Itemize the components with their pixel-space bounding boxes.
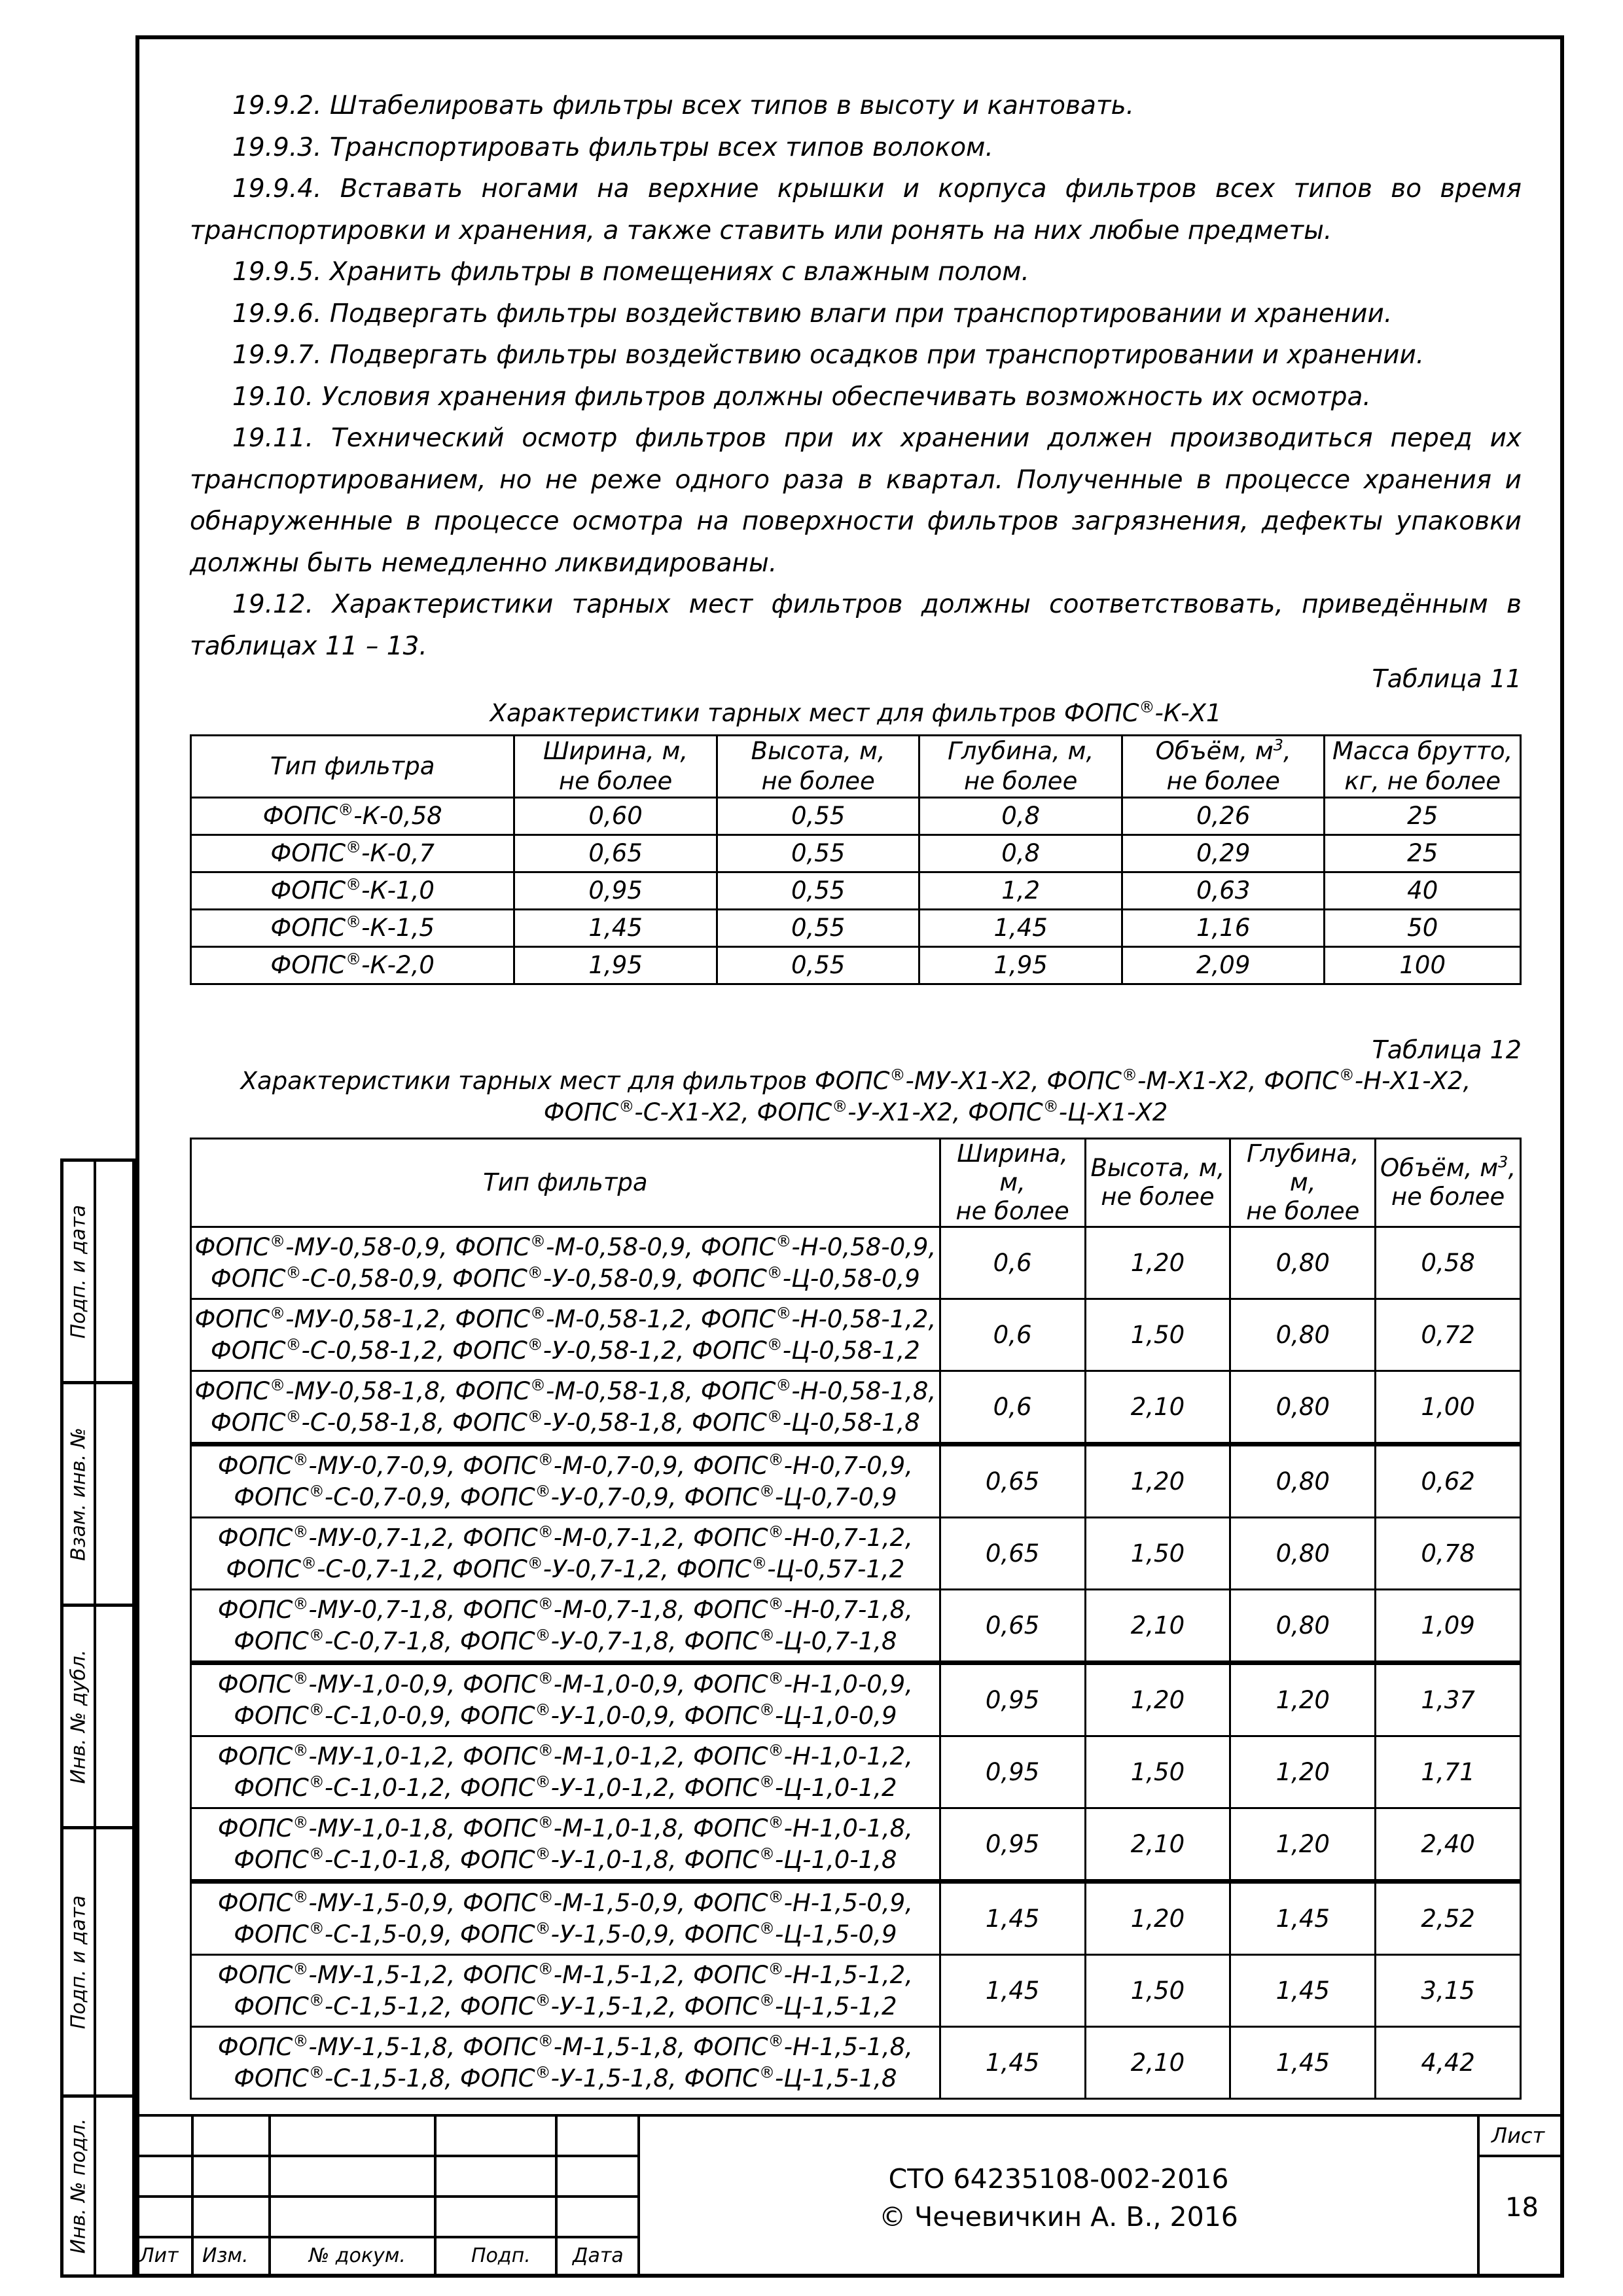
value-cell: 1,45 [1230, 2027, 1376, 2099]
value-cell: 0,55 [717, 872, 919, 910]
filter-type-cell: ФОПС®-МУ-1,0-1,8, ФОПС®-М-1,0-1,8, ФОПС®-Н-1,0-1,8, ФОПС®-С-1,0-1,8, ФОПС®-У-1,0-1,8, ФОПС®-Ц-1,0-1,8 [191, 1808, 940, 1882]
value-cell: 0,80 [1230, 1444, 1376, 1518]
table11-caption: Таблица 11 [1372, 664, 1522, 693]
table-row [191, 872, 1521, 910]
body-text [190, 85, 1522, 667]
value-cell: 1,45 [1230, 1882, 1376, 1955]
value-cell: 25 [1325, 798, 1521, 835]
value-cell: 0,95 [940, 1808, 1085, 1882]
title-block [135, 2114, 1564, 2278]
table11-header-cell: Объём, $м^3$, не более [1122, 736, 1324, 798]
value-cell: 1,20 [1085, 1227, 1230, 1299]
table12-caption: Таблица 12 [1372, 1035, 1522, 1064]
value-cell: 0,6 [940, 1299, 1085, 1371]
value-cell: 0,95 [940, 1663, 1085, 1736]
filter-type-cell: ФОПС®-К-0,7 [191, 835, 514, 872]
value-cell: 1,45 [919, 910, 1122, 947]
value-cell: 1,45 [940, 2027, 1085, 2099]
value-cell: 2,40 [1376, 1808, 1521, 1882]
value-cell: 1,50 [1085, 1955, 1230, 2027]
paragraph: 19.11. Технический осмотр фильтров при их хранении должен производиться перед их транспортированием, но не реже одного раза в квартал. Полученные в процессе хранения и обнаруженные в процессе осмотра на поверхности фильтров загрязнения, дефекты упаковки должны быть немедленно ликвидированы. [190, 423, 1522, 578]
value-cell: 4,42 [1376, 2027, 1521, 2099]
table-row [191, 1590, 1521, 1663]
side-cell-orig-inv [63, 2098, 132, 2274]
value-cell: 1,45 [940, 1955, 1085, 2027]
value-cell: 2,09 [1122, 947, 1324, 984]
filter-type-cell: ФОПС®-МУ-0,7-0,9, ФОПС®-М-0,7-0,9, ФОПС®-Н-0,7-0,9, ФОПС®-С-0,7-0,9, ФОПС®-У-0,7-0,9, ФОПС®-Ц-0,7-0,9 [191, 1444, 940, 1518]
value-cell: 0,80 [1230, 1590, 1376, 1663]
table11-header-cell: Высота, м, не более [717, 736, 919, 798]
value-cell: 2,10 [1085, 1371, 1230, 1444]
value-cell: 3,15 [1376, 1955, 1521, 2027]
table-row [191, 1371, 1521, 1444]
table-row [191, 1518, 1521, 1590]
filter-type-cell: ФОПС®-К-0,58 [191, 798, 514, 835]
filter-type-cell: ФОПС®-МУ-0,7-1,8, ФОПС®-М-0,7-1,8, ФОПС®-Н-0,7-1,8, ФОПС®-С-0,7-1,8, ФОПС®-У-0,7-1,8, ФОПС®-Ц-0,7-1,8 [191, 1590, 940, 1663]
value-cell: 0,63 [1122, 872, 1324, 910]
value-cell: 0,62 [1376, 1444, 1521, 1518]
value-cell: 0,80 [1230, 1299, 1376, 1371]
value-cell: 1,50 [1085, 1736, 1230, 1808]
value-cell: 1,20 [1085, 1882, 1230, 1955]
filter-type-cell: ФОПС®-К-2,0 [191, 947, 514, 984]
paragraph: 19.9.5. Хранить фильтры в помещениях с влажным полом. [232, 257, 1029, 287]
paragraph: 19.9.4. Вставать ногами на верхние крышки и корпуса фильтров всех типов во время транспортировки и хранения, а также ставить или ронять на них любые предметы. [190, 174, 1522, 245]
value-cell: 1,20 [1085, 1663, 1230, 1736]
value-cell: 25 [1325, 835, 1521, 872]
value-cell: 1,50 [1085, 1518, 1230, 1590]
table11-header-cell: Глубина, м, не более [919, 736, 1122, 798]
value-cell: 1,20 [1085, 1444, 1230, 1518]
value-cell: 0,80 [1230, 1371, 1376, 1444]
table11-header-cell: Ширина, м, не более [514, 736, 717, 798]
paragraph: 19.10. Условия хранения фильтров должны обеспечивать возможность их осмотра. [232, 382, 1371, 412]
table-row [191, 1882, 1521, 1955]
value-cell: 0,65 [940, 1444, 1085, 1518]
side-cell-dup-inv [63, 1607, 132, 1829]
table-row [191, 1663, 1521, 1736]
table12-header-cell: Тип фильтра [191, 1139, 940, 1227]
value-cell: 0,58 [1376, 1227, 1521, 1299]
stamp-doc-code [640, 2160, 1477, 2236]
sheet-label: Лист [1491, 2123, 1545, 2148]
side-cell-sign-date-1 [63, 1162, 132, 1384]
table12 [190, 1138, 1522, 2100]
side-label: Подп. и дата [67, 1204, 90, 1338]
value-cell: 1,50 [1085, 1299, 1230, 1371]
value-cell: 0,55 [717, 910, 919, 947]
table-row [191, 1299, 1521, 1371]
value-cell: 1,45 [514, 910, 717, 947]
value-cell: 2,10 [1085, 1590, 1230, 1663]
table12-header-cell: Объём, $м^3$, не более [1376, 1139, 1521, 1227]
table12-title-line1: Характеристики тарных мест для фильтров ФОПС®-МУ-Х1-Х2, ФОПС®-М-Х1-Х2, ФОПС®-Н-Х1-Х2, [240, 1066, 1471, 1095]
value-cell: 0,55 [717, 798, 919, 835]
stamp-lit-label: Лит [139, 2244, 179, 2267]
copyright: © Чечевичкин А. В., 2016 [879, 2201, 1238, 2233]
value-cell: 0,6 [940, 1371, 1085, 1444]
value-cell: 0,8 [919, 798, 1122, 835]
value-cell: 0,72 [1376, 1299, 1521, 1371]
value-cell: 2,10 [1085, 2027, 1230, 2099]
table11-header-cell: Масса брутто, кг, не более [1325, 736, 1521, 798]
filter-type-cell: ФОПС®-К-1,5 [191, 910, 514, 947]
table11 [190, 734, 1522, 985]
side-stamp [60, 1158, 135, 2278]
side-cell-sign-date-2 [63, 1829, 132, 2098]
value-cell: 0,29 [1122, 835, 1324, 872]
table12-header-row [191, 1139, 1521, 1227]
paragraph: 19.9.7. Подвергать фильтры воздействию осадков при транспортировании и хранении. [232, 340, 1425, 370]
table-row [191, 910, 1521, 947]
table-row [191, 1227, 1521, 1299]
table11-header-cell: Тип фильтра [191, 736, 514, 798]
table-row [191, 947, 1521, 984]
value-cell: 50 [1325, 910, 1521, 947]
filter-type-cell: ФОПС®-МУ-0,58-1,2, ФОПС®-М-0,58-1,2, ФОПС®-Н-0,58-1,2, ФОПС®-С-0,58-1,2, ФОПС®-У-0,58-1,2, ФОПС®-Ц-0,58-1,2 [191, 1299, 940, 1371]
value-cell: 1,20 [1230, 1808, 1376, 1882]
filter-type-cell: ФОПС®-МУ-0,58-1,8, ФОПС®-М-0,58-1,8, ФОПС®-Н-0,58-1,8, ФОПС®-С-0,58-1,8, ФОПС®-У-0,58-1,8, ФОПС®-Ц-0,58-1,8 [191, 1371, 940, 1444]
value-cell: 1,45 [1230, 1955, 1376, 2027]
value-cell: 0,26 [1122, 798, 1324, 835]
table-row [191, 1736, 1521, 1808]
value-cell: 1,20 [1230, 1736, 1376, 1808]
value-cell: 0,65 [514, 835, 717, 872]
value-cell: 1,00 [1376, 1371, 1521, 1444]
value-cell: 0,8 [919, 835, 1122, 872]
table12-header-cell: Глубина, м, не более [1230, 1139, 1376, 1227]
value-cell: 0,95 [940, 1736, 1085, 1808]
side-label: Инв. № дубл. [67, 1649, 90, 1784]
table-row [191, 835, 1521, 872]
value-cell: 0,65 [940, 1590, 1085, 1663]
value-cell: 2,10 [1085, 1808, 1230, 1882]
side-cell-replace-inv [63, 1384, 132, 1607]
value-cell: 1,2 [919, 872, 1122, 910]
paragraph: 19.9.2. Штабелировать фильтры всех типов в высоту и кантовать. [232, 91, 1134, 120]
table11-title: Характеристики тарных мест для фильтров ФОПС®-К-Х1 [490, 698, 1222, 727]
value-cell: 1,09 [1376, 1590, 1521, 1663]
filter-type-cell: ФОПС®-МУ-1,5-0,9, ФОПС®-М-1,5-0,9, ФОПС®-Н-1,5-0,9, ФОПС®-С-1,5-0,9, ФОПС®-У-1,5-0,9, ФОПС®-Ц-1,5-0,9 [191, 1882, 940, 1955]
table-row [191, 1955, 1521, 2027]
value-cell: 0,78 [1376, 1518, 1521, 1590]
value-cell: 40 [1325, 872, 1521, 910]
table11-header-row [191, 736, 1521, 798]
stamp-sign-label: Подп. [471, 2244, 531, 2267]
filter-type-cell: ФОПС®-МУ-1,0-1,2, ФОПС®-М-1,0-1,2, ФОПС®-Н-1,0-1,2, ФОПС®-С-1,0-1,2, ФОПС®-У-1,0-1,2, ФОПС®-Ц-1,0-1,2 [191, 1736, 940, 1808]
value-cell: 0,6 [940, 1227, 1085, 1299]
side-label: Подп. и дата [67, 1895, 90, 2029]
filter-type-cell: ФОПС®-МУ-1,0-0,9, ФОПС®-М-1,0-0,9, ФОПС®-Н-1,0-0,9, ФОПС®-С-1,0-0,9, ФОПС®-У-1,0-0,9, ФОПС®-Ц-1,0-0,9 [191, 1663, 940, 1736]
filter-type-cell: ФОПС®-К-1,0 [191, 872, 514, 910]
table12-title [190, 1066, 1522, 1128]
table12-title-line2: ФОПС®-С-Х1-Х2, ФОПС®-У-Х1-Х2, ФОПС®-Ц-Х1-Х2 [543, 1097, 1168, 1126]
table-row [191, 798, 1521, 835]
value-cell: 0,80 [1230, 1227, 1376, 1299]
value-cell: 2,52 [1376, 1882, 1521, 1955]
value-cell: 1,71 [1376, 1736, 1521, 1808]
value-cell: 0,55 [717, 835, 919, 872]
stamp-change-label: Изм. [202, 2244, 249, 2267]
table12-header-cell: Ширина, м, не более [940, 1139, 1085, 1227]
filter-type-cell: ФОПС®-МУ-1,5-1,2, ФОПС®-М-1,5-1,2, ФОПС®-Н-1,5-1,2, ФОПС®-С-1,5-1,2, ФОПС®-У-1,5-1,2, ФОПС®-Ц-1,5-1,2 [191, 1955, 940, 2027]
value-cell: 0,65 [940, 1518, 1085, 1590]
side-label: Инв. № подл. [67, 2118, 90, 2254]
value-cell: 1,20 [1230, 1663, 1376, 1736]
stamp-date-label: Дата [573, 2244, 624, 2267]
value-cell: 100 [1325, 947, 1521, 984]
stamp-docnum-label: № докум. [309, 2244, 406, 2267]
value-cell: 0,55 [717, 947, 919, 984]
side-label: Взам. инв. № [67, 1427, 90, 1561]
value-cell: 0,80 [1230, 1518, 1376, 1590]
table-row [191, 1808, 1521, 1882]
value-cell: 1,95 [919, 947, 1122, 984]
value-cell: 1,45 [940, 1882, 1085, 1955]
sheet-number: 18 [1505, 2193, 1539, 2223]
paragraph: 19.9.6. Подвергать фильтры воздействию влаги при транспортировании и хранении. [232, 298, 1393, 329]
filter-type-cell: ФОПС®-МУ-1,5-1,8, ФОПС®-М-1,5-1,8, ФОПС®-Н-1,5-1,8, ФОПС®-С-1,5-1,8, ФОПС®-У-1,5-1,8, ФОПС®-Ц-1,5-1,8 [191, 2027, 940, 2099]
filter-type-cell: ФОПС®-МУ-0,58-0,9, ФОПС®-М-0,58-0,9, ФОПС®-Н-0,58-0,9, ФОПС®-С-0,58-0,9, ФОПС®-У-0,58-0,9, ФОПС®-Ц-0,58-0,9 [191, 1227, 940, 1299]
value-cell: 0,95 [514, 872, 717, 910]
value-cell: 1,37 [1376, 1663, 1521, 1736]
value-cell: 0,60 [514, 798, 717, 835]
table-row [191, 2027, 1521, 2099]
paragraph: 19.12. Характеристики тарных мест фильтров должны соответствовать, приведённым в таблицах 11 – 13. [190, 590, 1522, 661]
paragraph: 19.9.3. Транспортировать фильтры всех типов волоком. [232, 132, 993, 162]
doc-code: СТО 64235108-002-2016 [888, 2163, 1229, 2195]
table12-header-cell: Высота, м, не более [1085, 1139, 1230, 1227]
table-row [191, 1444, 1521, 1518]
value-cell: 1,95 [514, 947, 717, 984]
filter-type-cell: ФОПС®-МУ-0,7-1,2, ФОПС®-М-0,7-1,2, ФОПС®-Н-0,7-1,2, ФОПС®-С-0,7-1,2, ФОПС®-У-0,7-1,2, ФОПС®-Ц-0,57-1,2 [191, 1518, 940, 1590]
value-cell: 1,16 [1122, 910, 1324, 947]
